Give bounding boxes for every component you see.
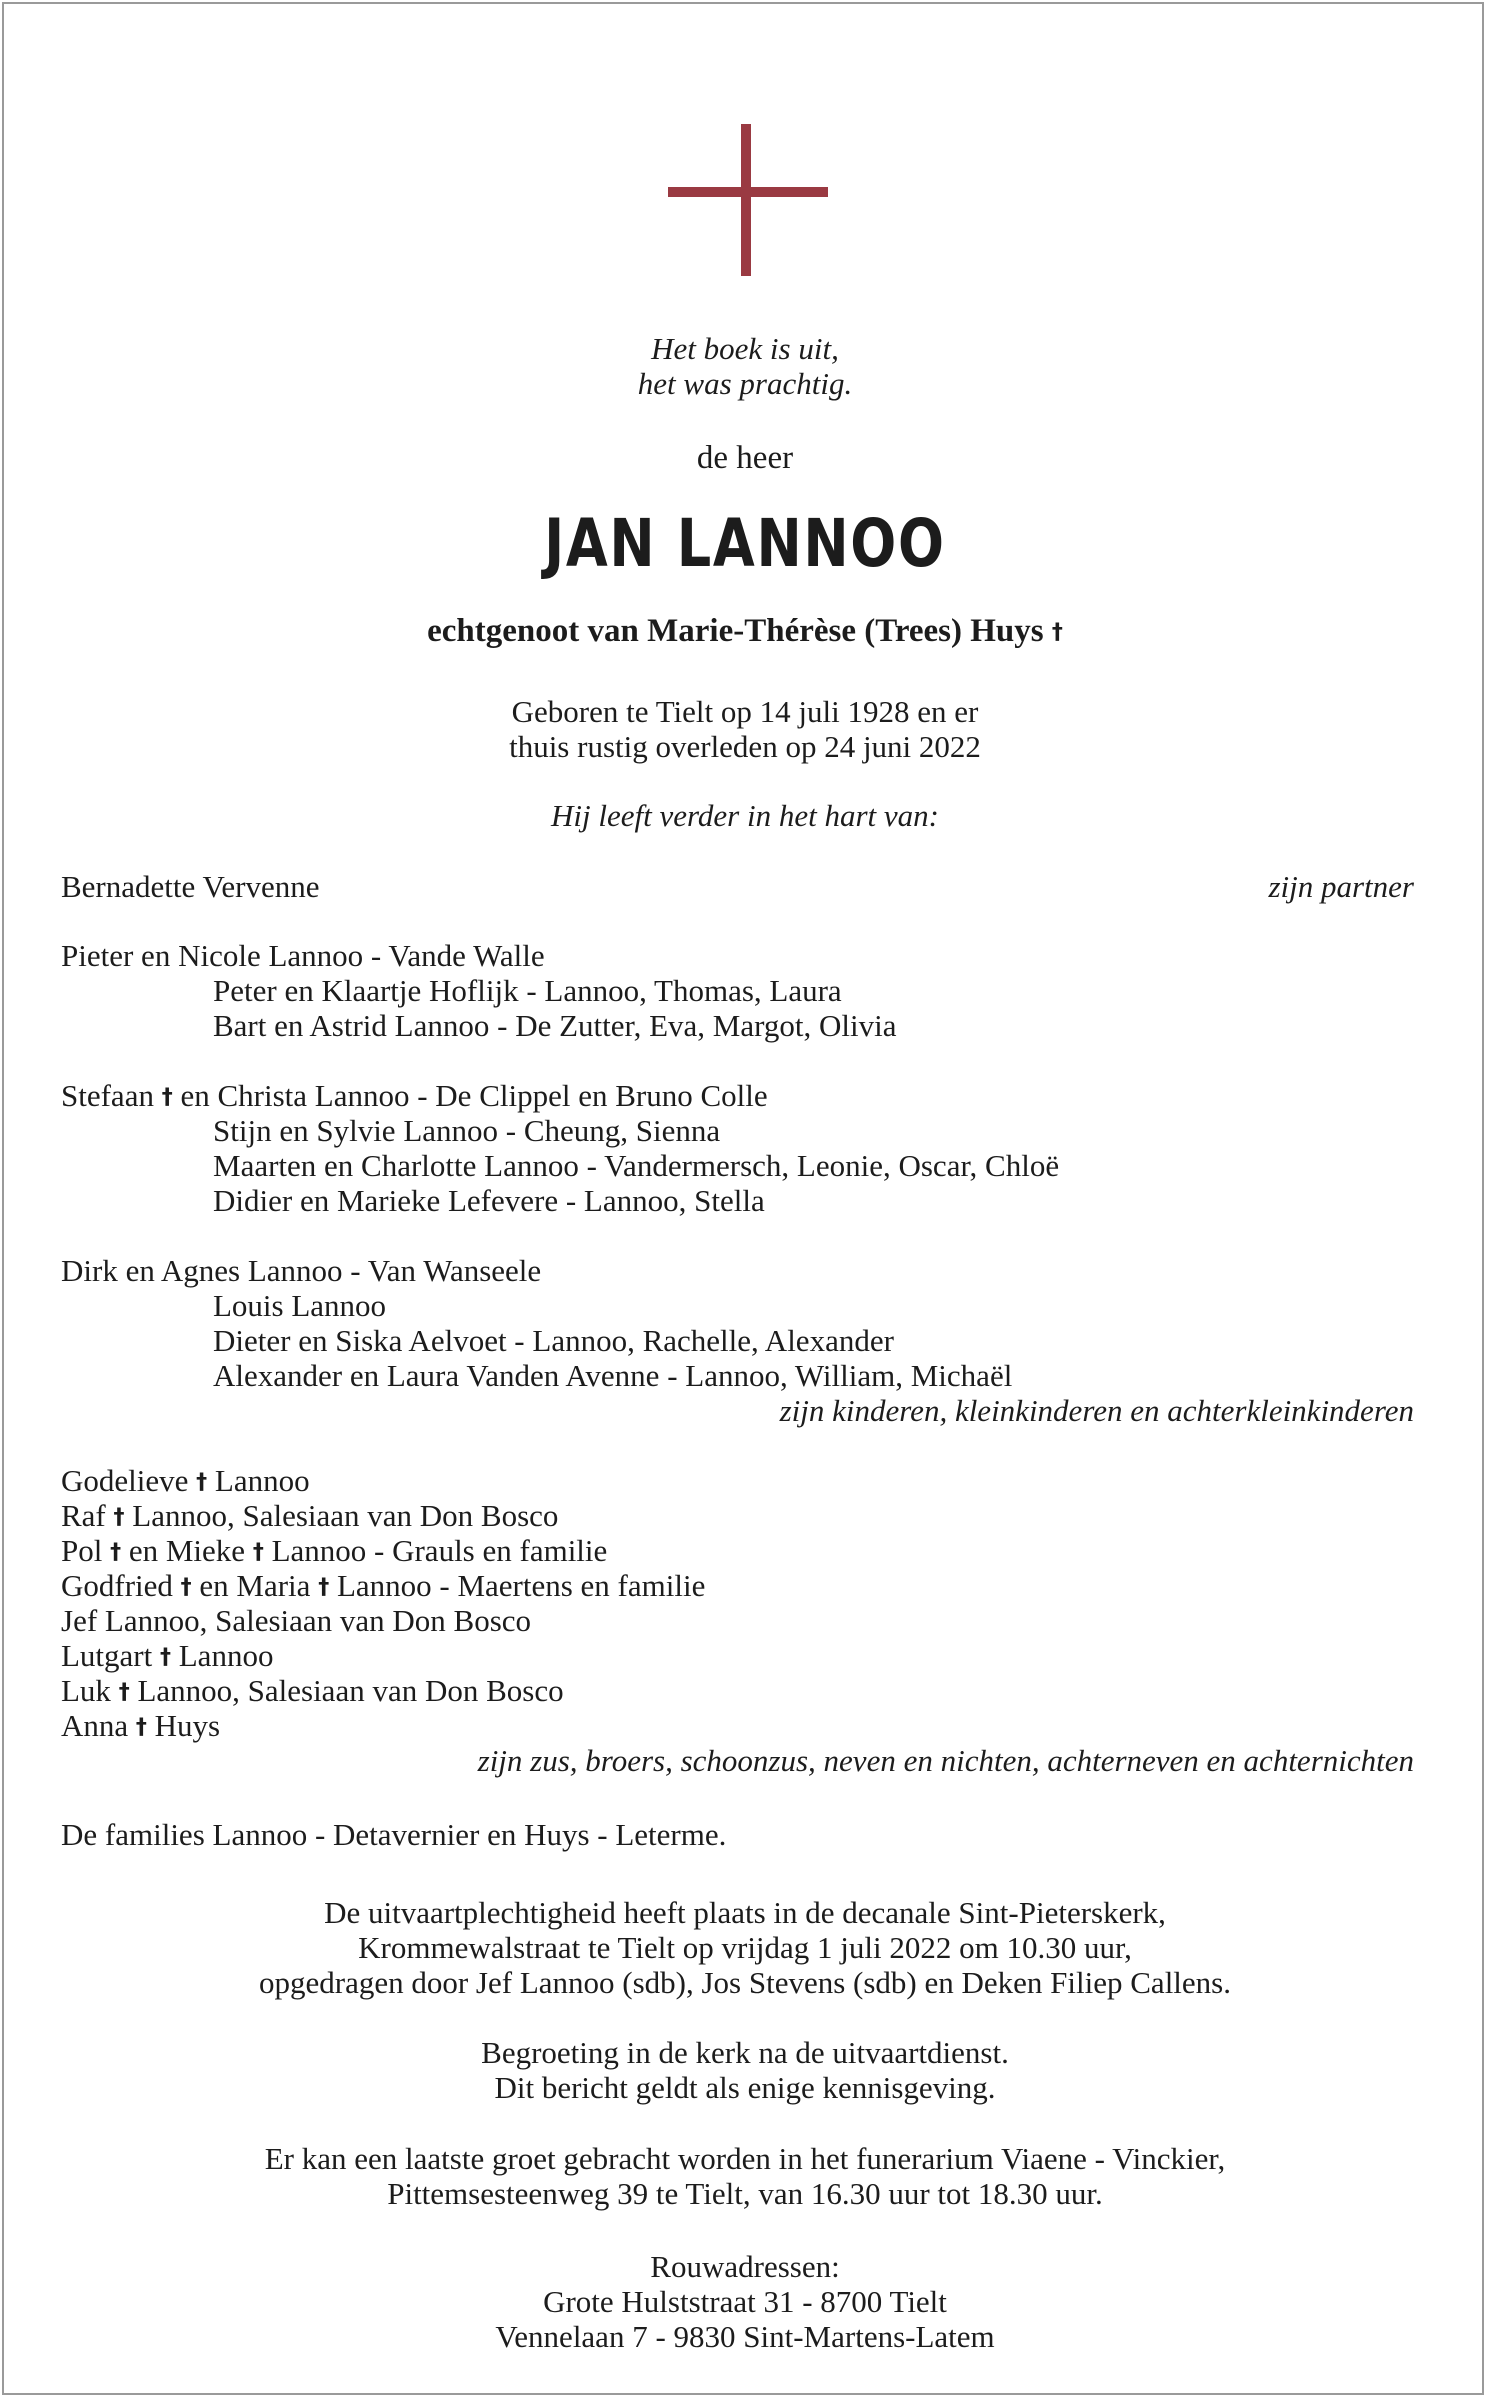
family-3-child-2: Dieter en Siska Aelvoet - Lannoo, Rachelle, Alexander	[213, 1323, 894, 1358]
family-3-main: Dirk en Agnes Lannoo - Van Wanseele	[61, 1253, 542, 1288]
sibling-6-a: Lutgart	[61, 1638, 153, 1673]
partner-name: Bernadette Vervenne	[61, 869, 320, 904]
family-1-child-1: Peter en Klaartje Hoflijk - Lannoo, Thomas, Laura	[213, 973, 842, 1008]
family-2-main	[61, 1078, 768, 1117]
sibling-2	[61, 1498, 558, 1537]
family-2-child-1: Stijn en Sylvie Lannoo - Cheung, Sienna	[213, 1113, 721, 1148]
family-1-child-2: Bart en Astrid Lannoo - De Zutter, Eva, Margot, Olivia	[213, 1008, 897, 1043]
death-line: thuis rustig overleden op 24 juni 2022	[509, 729, 981, 764]
dagger-icon: †	[113, 1505, 125, 1530]
sibling-6-b: Lannoo	[178, 1638, 274, 1673]
sibling-1-b: Lannoo	[214, 1463, 310, 1498]
sibling-3	[61, 1533, 607, 1572]
name-wrapper	[4, 504, 1486, 602]
sibling-1	[61, 1463, 310, 1502]
family-1-main: Pieter en Nicole Lannoo - Vande Walle	[61, 938, 545, 973]
children-role: zijn kinderen, kleinkinderen en achterkleinkinderen	[779, 1393, 1414, 1428]
obituary-card	[2, 2, 1484, 2395]
funeral-line-2: Krommewalstraat te Tielt op vrijdag 1 juli 2022 om 10.30 uur,	[358, 1930, 1132, 1965]
funeral-line-3: opgedragen door Jef Lannoo (sdb), Jos Stevens (sdb) en Deken Filiep Callens.	[259, 1965, 1231, 2000]
dagger-icon: †	[318, 1575, 330, 1600]
sibling-3-c: Lannoo - Grauls en familie	[271, 1533, 608, 1568]
dagger-icon: †	[161, 1085, 173, 1110]
funeral-line-1: De uitvaartplechtigheid heeft plaats in de decanale Sint-Pieterskerk,	[324, 1895, 1166, 1930]
sibling-3-b: en Mieke	[128, 1533, 246, 1568]
dagger-icon: †	[118, 1680, 130, 1705]
sibling-2-a: Raf	[61, 1498, 106, 1533]
quote-line-1: Het boek is uit,	[651, 331, 839, 366]
sibling-7-a: Luk	[61, 1673, 111, 1708]
sibling-5: Jef Lannoo, Salesiaan van Don Bosco	[61, 1603, 532, 1638]
greeting-line-2: Dit bericht geldt als enige kennisgeving.	[494, 2070, 996, 2105]
sibling-3-a: Pol	[61, 1533, 103, 1568]
birth-line: Geboren te Tielt op 14 juli 1928 en er	[511, 694, 979, 729]
sibling-4-b: en Maria	[199, 1568, 311, 1603]
extended-families: De families Lannoo - Detavernier en Huys - Leterme.	[61, 1817, 727, 1852]
dagger-icon: †	[135, 1715, 147, 1740]
sibling-2-b: Lannoo, Salesiaan van Don Bosco	[132, 1498, 559, 1533]
family-3-child-3: Alexander en Laura Vanden Avenne - Lannoo, William, Michaël	[213, 1358, 1013, 1393]
dagger-icon: †	[1051, 620, 1063, 645]
spouse-line	[4, 611, 1486, 655]
sibling-6	[61, 1638, 273, 1677]
sibling-7-b: Lannoo, Salesiaan van Don Bosco	[137, 1673, 564, 1708]
spouse-text: echtgenoot van Marie-Thérèse (Trees) Huys	[427, 613, 1044, 649]
partner-role: zijn partner	[1268, 869, 1414, 904]
addresses-title: Rouwadressen:	[650, 2249, 840, 2284]
deceased-name: JAN LANNOO	[544, 505, 946, 582]
honorific: de heer	[696, 440, 794, 476]
dagger-icon: †	[196, 1470, 208, 1495]
sibling-4-a: Godfried	[61, 1568, 173, 1603]
family-2-name-a: Stefaan	[61, 1078, 154, 1113]
sibling-8-a: Anna	[61, 1708, 129, 1743]
sibling-8	[61, 1708, 220, 1747]
quote-line-2: het was prachtig.	[637, 366, 853, 401]
dagger-icon: †	[160, 1645, 171, 1670]
dagger-icon: †	[110, 1540, 122, 1565]
sibling-1-a: Godelieve	[61, 1463, 189, 1498]
visit-line-1: Er kan een laatste groet gebracht worden in het funerarium Viaene - Vinckier,	[264, 2141, 1226, 2176]
family-3-child-1: Louis Lannoo	[213, 1288, 387, 1323]
lives-on-intro: Hij leeft verder in het hart van:	[551, 798, 939, 833]
address-2: Vennelaan 7 - 9830 Sint-Martens-Latem	[495, 2319, 995, 2354]
family-2-child-3: Didier en Marieke Lefevere - Lannoo, Stella	[213, 1183, 765, 1218]
greeting-line-1: Begroeting in de kerk na de uitvaartdienst.	[481, 2035, 1009, 2070]
sibling-8-b: Huys	[154, 1708, 221, 1743]
sibling-4-c: Lannoo - Maertens en familie	[336, 1568, 706, 1603]
family-2-name-b: en Christa Lannoo - De Clippel en Bruno Colle	[180, 1078, 768, 1113]
sibling-4	[61, 1568, 705, 1607]
visit-line-2: Pittemsesteenweg 39 te Tielt, van 16.30 uur tot 18.30 uur.	[387, 2176, 1103, 2211]
address-1: Grote Hulststraat 31 - 8700 Tielt	[543, 2284, 947, 2319]
family-2-child-2: Maarten en Charlotte Lannoo - Vandermersch, Leonie, Oscar, Chloë	[213, 1148, 1060, 1183]
dagger-icon: †	[180, 1575, 192, 1600]
siblings-role: zijn zus, broers, schoonzus, neven en nichten, achterneven en achternichten	[477, 1743, 1414, 1778]
sibling-7	[61, 1673, 564, 1712]
dagger-icon: †	[252, 1540, 264, 1565]
